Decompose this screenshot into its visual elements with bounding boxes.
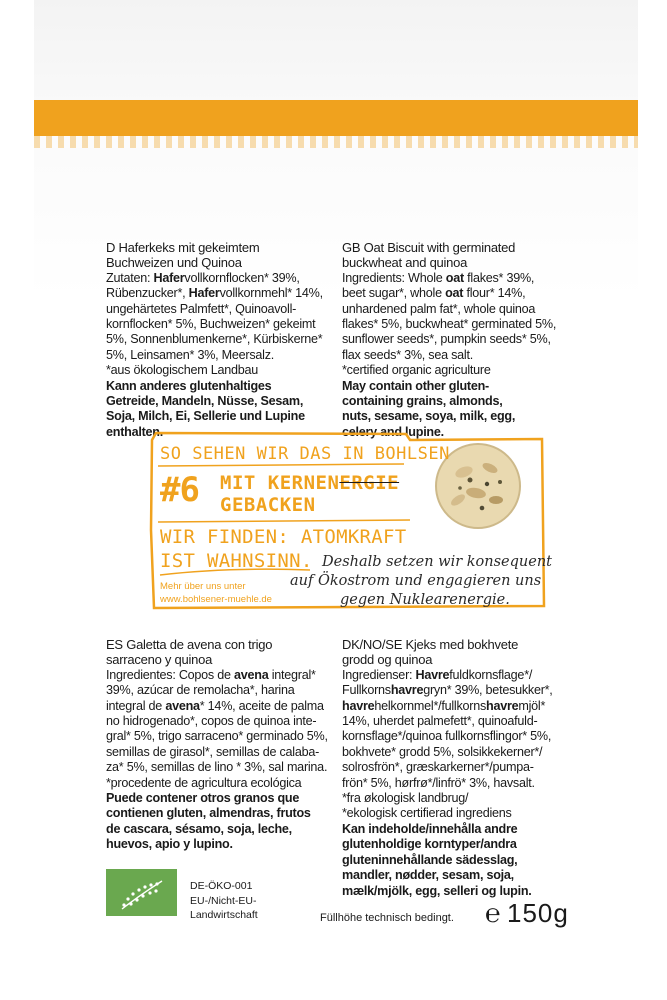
allergen-line: Puede contener otros granos que bbox=[106, 791, 300, 806]
title-de-1: D Haferkeks mit gekeimtem bbox=[106, 240, 260, 255]
promo-line-kernenergie: MIT KERNENERGIE bbox=[220, 472, 400, 494]
title-es-1: ES Galetta de avena con trigo bbox=[106, 637, 273, 652]
title-dk-2: grodd og quinoa bbox=[342, 652, 433, 668]
title-gb-2: buckwheat and quinoa bbox=[342, 255, 468, 271]
ingredient-line: Ingredientes: Copos de avena integral* bbox=[106, 667, 316, 682]
allergen-line: May contain other gluten- bbox=[342, 378, 489, 393]
allergen-line: Kan indeholde/innehålla andre bbox=[342, 821, 518, 836]
allergen-line: celery and lupine. bbox=[342, 424, 444, 439]
ingredients-es bbox=[106, 637, 328, 853]
ingredient-line: Zutaten: Hafervollkornflocken* 39%, bbox=[106, 270, 300, 285]
promo-line-wahnsinn: IST WAHNSINN. bbox=[160, 550, 313, 572]
cert-code: DE-ÖKO-001 bbox=[190, 880, 253, 892]
handwritten-line: Deshalb setzen wir konsequent bbox=[322, 554, 553, 570]
allergen-line: glutenholdige korntyper/andra bbox=[342, 837, 517, 852]
website-note bbox=[160, 580, 272, 606]
ingredient-line: semillas de girasol*, semillas de calaba- bbox=[106, 744, 320, 759]
ingredients-dk-no-se bbox=[342, 637, 553, 899]
promo-line-atomkraft: WIR FINDEN: ATOMKRAFT bbox=[160, 526, 407, 548]
title-gb-1: GB Oat Biscuit with germinated bbox=[342, 240, 516, 255]
allergen-line: huevos, apio y lupino. bbox=[106, 837, 233, 852]
ingredient-line: ungehärtetes Palmfett*, Quinoavoll- bbox=[106, 301, 297, 316]
title-es-2: sarraceno y quinoa bbox=[106, 652, 213, 668]
allergen-line: mælk/mjölk, egg, selleri og lupin. bbox=[342, 883, 532, 898]
organic-note: *aus ökologischem Landbau bbox=[106, 363, 258, 378]
top-orange-band bbox=[34, 100, 638, 136]
ingredient-line: Fullkornshavregryn* 39%, betesukker*, bbox=[342, 683, 553, 698]
ingredient-line: integral de avena* 14%, aceite de palma bbox=[106, 698, 324, 713]
handwritten-line: auf Ökostrom und engagieren uns bbox=[290, 573, 542, 589]
ingredients-gb bbox=[342, 240, 556, 440]
allergen-line: Getreide, Mandeln, Nüsse, Sesam, bbox=[106, 394, 304, 409]
ingredient-line: kornflocken* 5%, Buchweizen* gekeimt bbox=[106, 317, 316, 332]
allergen-line: Soja, Milch, Ei, Sellerie und Lupine bbox=[106, 409, 305, 424]
handwritten-line: gegen Nuklearenergie. bbox=[340, 592, 510, 608]
top-band-edge bbox=[34, 136, 638, 148]
ingredient-line: 14%, uherdet palmefett*, quinoafuld- bbox=[342, 714, 538, 729]
allergen-line: containing grains, almonds, bbox=[342, 394, 503, 409]
ingredient-line: havrehelkornmel*/fullkornshavremjöl* bbox=[342, 698, 546, 713]
ingredient-line: kornsflage*/quinoa fullkornsflingor* 5%, bbox=[342, 729, 552, 744]
organic-note: *procedente de agricultura ecológica bbox=[106, 775, 302, 790]
ingredient-line: frön* 5%, hørfrø*/linfrö* 3%, havsalt. bbox=[342, 775, 535, 790]
allergen-line: gluteninnehållande sädesslag, bbox=[342, 852, 518, 867]
ingredient-line: unhardened palm fat*, whole quinoa bbox=[342, 301, 536, 316]
ingredient-line: 5%, Sonnenblumenkerne*, Kürbiskerne* bbox=[106, 332, 323, 347]
ingredient-line: 5%, Leinsamen* 3%, Meersalz. bbox=[106, 347, 274, 362]
allergen-line: nuts, sesame, soya, milk, egg, bbox=[342, 409, 516, 424]
ingredient-line: Ingredients: Whole oat flakes* 39%, bbox=[342, 270, 535, 285]
eu-organic-leaf-icon bbox=[106, 869, 177, 916]
website-intro: Mehr über uns unter bbox=[160, 581, 246, 592]
allergen-line: de cascara, sésamo, soja, leche, bbox=[106, 821, 292, 836]
cert-origin-1: EU-/Nicht-EU- bbox=[190, 894, 257, 907]
ingredient-line: Rübenzucker*, Hafervollkornmehl* 14%, bbox=[106, 286, 323, 301]
organic-note: *certified organic agriculture bbox=[342, 363, 491, 378]
ingredient-line: za* 5%, semillas de lino * 3%, sal marina. bbox=[106, 760, 328, 775]
fill-level-note: Füllhöhe technisch bedingt. bbox=[320, 912, 454, 924]
ingredient-line: sunflower seeds*, pumpkin seeds* 5%, bbox=[342, 332, 551, 347]
ingredient-line: bokhvete* grodd 5%, solsikkekerner*/ bbox=[342, 744, 543, 759]
allergen-line: mandler, nødder, sesam, soja, bbox=[342, 868, 514, 883]
organic-note: *ekologisk certifierad ingrediens bbox=[342, 806, 512, 821]
estimate-sign-icon: ℮ bbox=[485, 898, 502, 928]
net-weight: 150g bbox=[507, 898, 569, 928]
ingredients-de bbox=[106, 240, 323, 440]
promo-number: #6 bbox=[160, 470, 199, 510]
promo-line-gebacken: GEBACKEN bbox=[220, 494, 316, 516]
ingredient-line: flakes* 5%, buckwheat* germinated 5%, bbox=[342, 317, 557, 332]
allergen-line: Kann anderes glutenhaltiges bbox=[106, 378, 272, 393]
ingredient-line: gral* 5%, trigo sarraceno* germinado 5%, bbox=[106, 729, 328, 744]
ingredient-line: solrosfrön*, græskarkerner*/pumpa- bbox=[342, 760, 534, 775]
promo-box bbox=[148, 430, 553, 612]
allergen-line: enthalten. bbox=[106, 424, 163, 439]
promo-heading: SO SEHEN WIR DAS IN BOHLSEN bbox=[160, 444, 450, 464]
certification-text bbox=[190, 879, 258, 923]
ingredient-line: no hidrogenado*, copos de quinoa inte- bbox=[106, 714, 317, 729]
organic-note: *fra økologisk landbrug/ bbox=[342, 791, 469, 806]
ingredient-line: Ingredienser: Havrefuldkornsflage*/ bbox=[342, 667, 533, 682]
ingredient-line: beet sugar*, whole oat flour* 14%, bbox=[342, 286, 526, 301]
ingredient-line: flax seeds* 3%, sea salt. bbox=[342, 347, 473, 362]
website-url: www.bohlsener-muehle.de bbox=[160, 594, 272, 605]
title-dk-1: DK/NO/SE Kjeks med bokhvete bbox=[342, 637, 519, 652]
title-de-2: Buchweizen und Quinoa bbox=[106, 255, 242, 271]
cert-origin-2: Landwirtschaft bbox=[190, 909, 258, 921]
allergen-line: contienen gluten, almendras, frutos bbox=[106, 806, 311, 821]
ingredient-line: 39%, azúcar de remolacha*, harina bbox=[106, 683, 295, 698]
